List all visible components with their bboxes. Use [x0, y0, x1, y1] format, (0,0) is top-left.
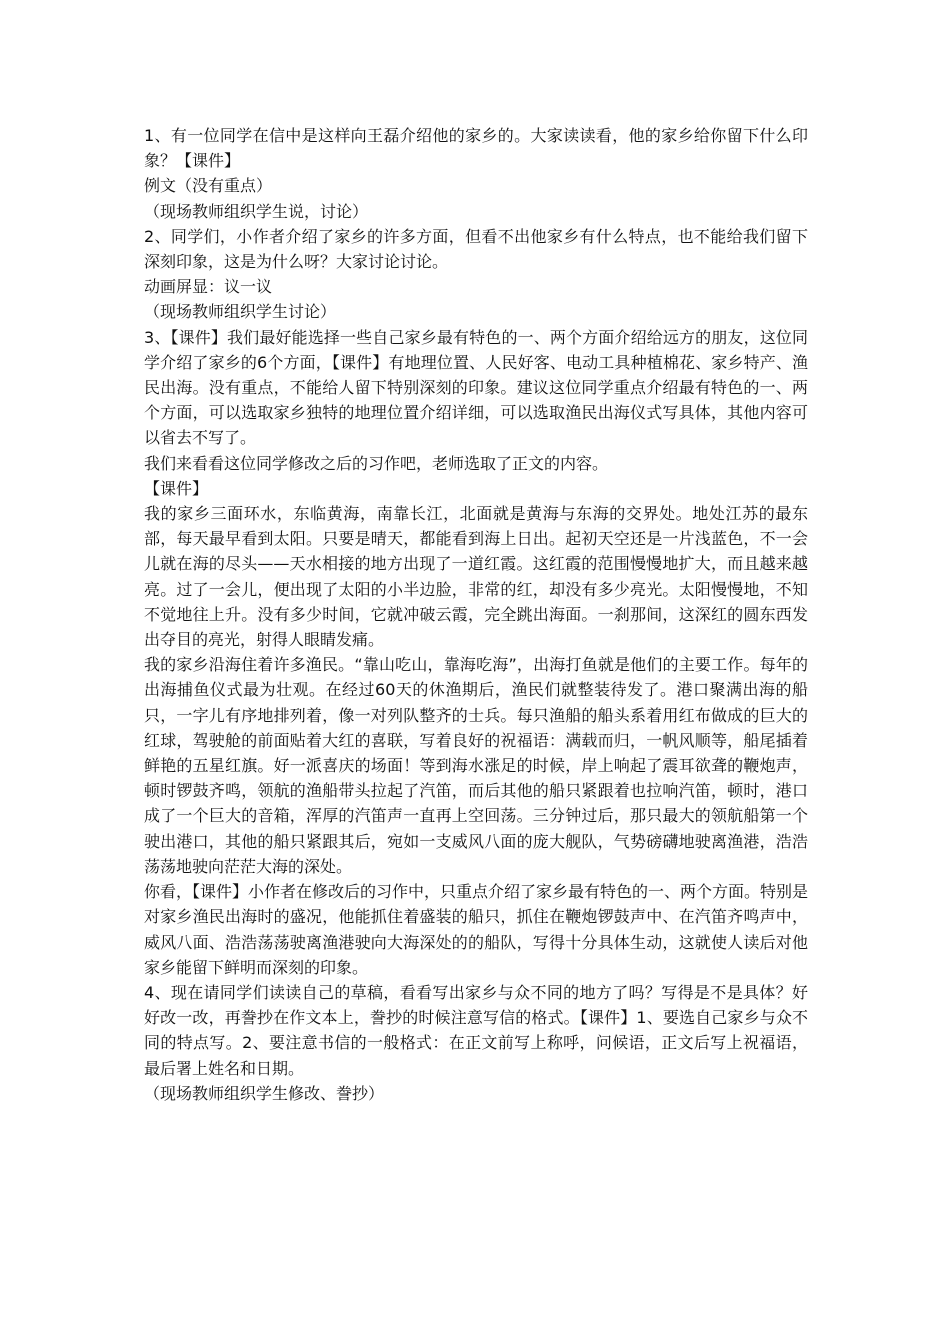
paragraph-6: （现场教师组织学生讨论）: [144, 302, 337, 322]
paragraph-13: 4、现在请同学们读读自己的草稿，看看写出家乡与众不同的地方了吗？写得是不是具体？好好改一改，再誊抄在作文本上，誊抄的时候注意写信的格式。【课件】1、要选自己家乡与众不同的特点写。2、要注意书信的一般格式：在正文前写上称呼，问候语，正文后写上祝福语，最后署上姓名和日期。: [144, 982, 808, 1078]
paragraph-4: 2、同学们，小作者介绍了家乡的许多方面，但看不出他家乡有什么特点，也不能给我们留下深刻印象，这是为什么呀？大家讨论讨论。: [144, 226, 808, 272]
paragraph-9: 【课件】: [144, 478, 209, 498]
document-body: [144, 123, 808, 1106]
paragraph-3: （现场教师组织学生说，讨论）: [144, 201, 369, 221]
paragraph-14: （现场教师组织学生修改、誊抄）: [144, 1083, 385, 1103]
paragraph-5: 动画屏显：议一议: [144, 277, 273, 297]
paragraph-8: 我们来看看这位同学修改之后的习作吧，老师选取了正文的内容。: [144, 453, 609, 473]
paragraph-10: 我的家乡三面环水，东临黄海，南靠长江，北面就是黄海与东海的交界处。地处江苏的最东部，每天最早看到太阳。只要是晴天，都能看到海上日出。起初天空还是一片浅蓝色，不一会儿就在海的尽头——天水相接的地方出现了一道红霞。这红霞的范围慢慢地扩大，而且越来越亮。过了一会儿，便出现了太阳的小半边脸，非常的红，却没有多少亮光。太阳慢慢地，不知不觉地往上升。没有多少时间，它就冲破云霞，完全跳出海面。一刹那间，这深红的圆东西发出夺目的亮光，射得人眼睛发痛。: [144, 504, 808, 650]
paragraph-2: 例文（没有重点）: [144, 176, 273, 196]
paragraph-11: 我的家乡沿海住着许多渔民。“靠山吃山，靠海吃海”，出海打鱼就是他们的主要工作。每年的出海捕鱼仪式最为壮观。在经过60天的休渔期后，渔民们就整装待发了。港口聚满出海的船只，一字儿有序地排列着，像一对列队整齐的士兵。每只渔船的船头系着用红布做成的巨大的红球，驾驶舱的前面贴着大红的喜联，写着良好的祝福语：满载而归，一帆风顺等，船尾插着鲜艳的五星红旗。好一派喜庆的场面！等到海水涨足的时候，岸上响起了震耳欲聋的鞭炮声，顿时锣鼓齐鸣，领航的渔船带头拉起了汽笛，而后其他的船只紧跟着也拉响汽笛，顿时，港口成了一个巨大的音箱，浑厚的汽笛声一直再上空回荡。三分钟过后，那只最大的领航船第一个驶出港口，其他的船只紧跟其后，宛如一支威风八面的庞大舰队，气势磅礴地驶离渔港，浩浩荡荡地驶向茫茫大海的深处。: [144, 655, 808, 876]
paragraph-7: 3、【课件】我们最好能选择一些自己家乡最有特色的一、两个方面介绍给远方的朋友，这位同学介绍了家乡的6个方面，【课件】有地理位置、人民好客、电动工具种植棉花、家乡特产、渔民出海。没有重点，不能给人留下特别深刻的印象。建议这位同学重点介绍最有特色的一、两个方面，可以选取家乡独特的地理位置介绍详细，可以选取渔民出海仪式写具体，其他内容可以省去不写了。: [144, 327, 808, 448]
paragraph-12: 你看，【课件】小作者在修改后的习作中，只重点介绍了家乡最有特色的一、两个方面。特别是对家乡渔民出海时的盛况，他能抓住着盛装的船只，抓住在鞭炮锣鼓声中、在汽笛齐鸣声中，威风八面、浩浩荡荡驶离渔港驶向大海深处的的船队，写得十分具体生动，这就使人读后对他家乡能留下鲜明而深刻的印象。: [144, 882, 809, 977]
paragraph-1: 1、有一位同学在信中是这样向王磊介绍他的家乡的。大家读读看，他的家乡给你留下什么印象？【课件】: [144, 126, 808, 171]
